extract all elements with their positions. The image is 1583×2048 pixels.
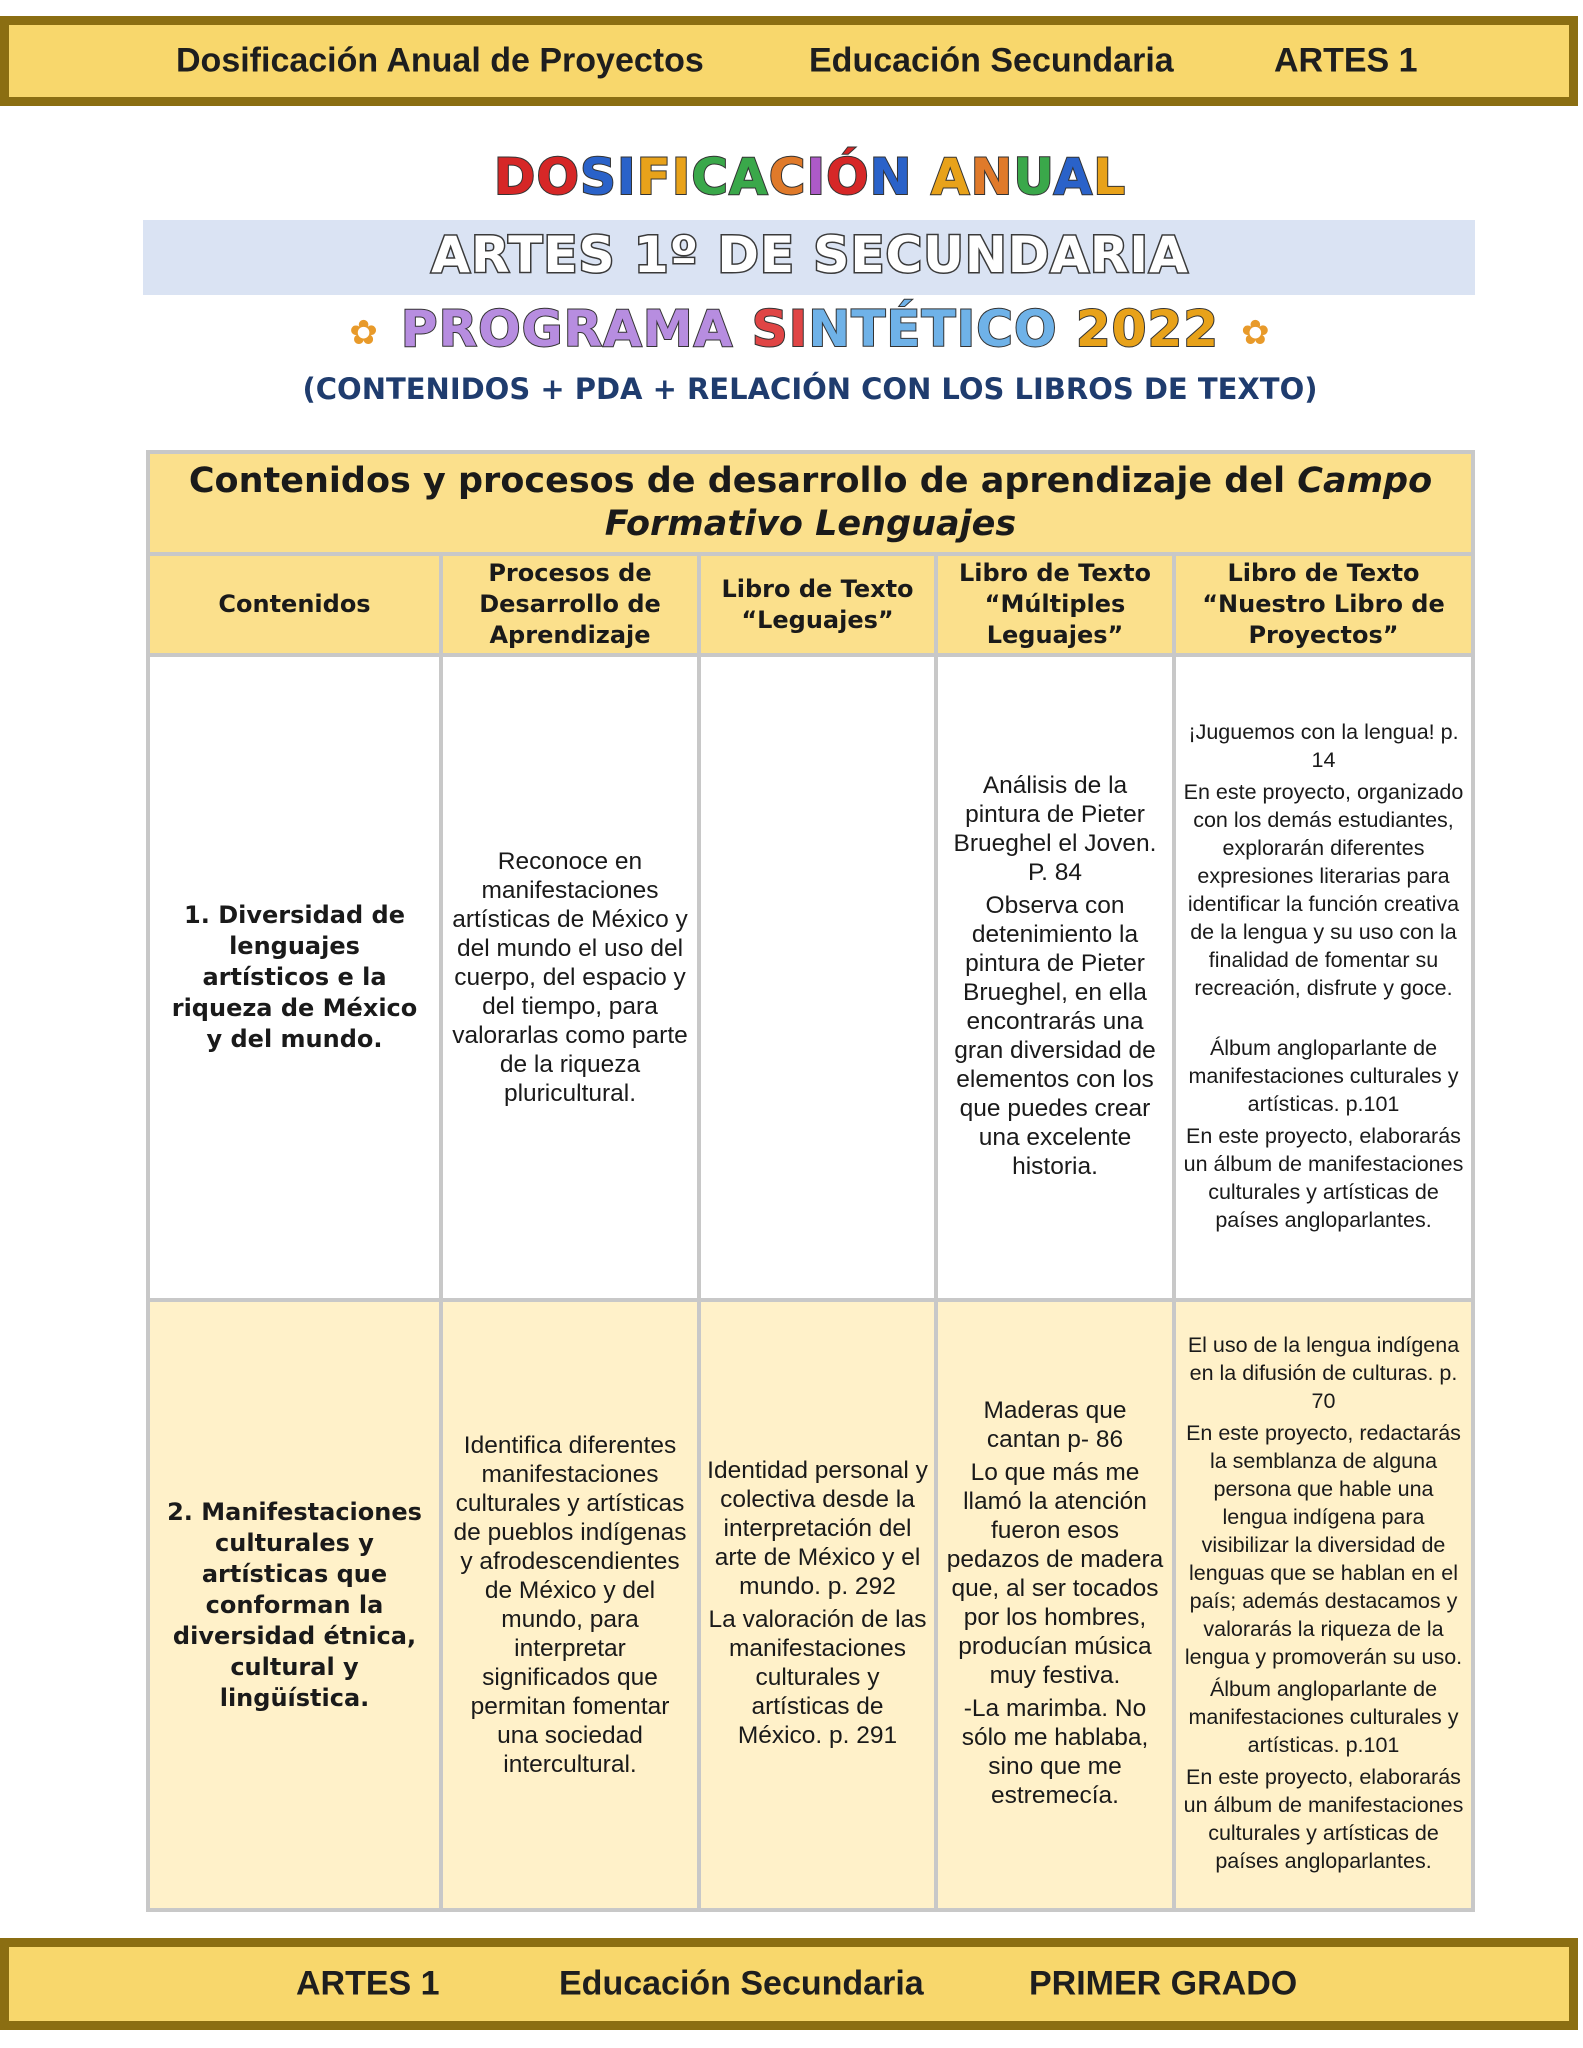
program-title <box>0 300 1583 358</box>
table-title-italic: Campo Formativo Lenguajes <box>604 461 1433 544</box>
table-title <box>148 452 1473 554</box>
header-band <box>0 16 1578 106</box>
program-title-text: PROGRAMA SINTÉTICO 2022 <box>400 300 1220 358</box>
main-title-word-1: DOSIFICACIÓN <box>493 148 913 206</box>
column-header-leguajes: Libro de Texto “Leguajes” <box>699 554 936 655</box>
cell-paragraph: Identidad personal y colectiva desde la interpretación del arte de México y el mundo. p. 292 <box>707 1457 928 1600</box>
subtitle: (CONTENIDOS + PDA + RELACIÓN CON LOS LIBROS DE TEXTO) <box>302 372 1318 406</box>
cell-paragraph: Álbum angloparlante de manifestaciones culturales y artísticas. p.101 <box>1188 1677 1459 1757</box>
cell-paragraph: ¡Juguemos con la lengua! p. 14 <box>1188 719 1459 772</box>
leguajes-cell <box>699 1300 936 1910</box>
header-right-text: ARTES 1 <box>1274 41 1418 80</box>
cell-paragraph: Lo que más me llamó la atención fueron esos pedazos de madera que, al ser tocados por los hombres, producían música muy festiva. <box>946 1459 1164 1689</box>
cell-paragraph: Álbum angloparlante de manifestaciones culturales y artísticas. p.101 <box>1188 1035 1459 1116</box>
flower-icon: ✿ <box>349 312 379 353</box>
cell-paragraph: En este proyecto, elaborarás un álbum de manifestaciones culturales y artísticas de países angloparlantes. <box>1183 1765 1464 1873</box>
table-row <box>148 655 1473 1300</box>
pda-cell: Reconoce en manifestaciones artísticas de México y del mundo el uso del cuerpo, del espacio y del tiempo, para valorarlas como parte de la riqueza pluricultural. <box>441 655 699 1300</box>
contenido-cell: 2. Manifestaciones culturales y artísticas que conforman la diversidad étnica, cultural y lingüística. <box>148 1300 441 1910</box>
header-left-text: Dosificación Anual de Proyectos <box>176 41 704 80</box>
column-header-pda: Procesos de Desarrollo de Aprendizaje <box>441 554 699 655</box>
multiples-cell <box>936 655 1174 1300</box>
footer-center-text: Educación Secundaria <box>559 1964 924 2003</box>
table-title-plain: Contenidos y procesos de desarrollo de aprendizaje del <box>188 461 1298 501</box>
flower-icon: ✿ <box>1241 312 1271 353</box>
column-header-proyectos: Libro de Texto “Nuestro Libro de Proyectos” <box>1174 554 1473 655</box>
footer-left-text: ARTES 1 <box>296 1964 440 2003</box>
proyectos-cell <box>1174 1300 1473 1910</box>
leguajes-cell <box>699 655 936 1300</box>
content-table <box>146 450 1475 1912</box>
multiples-cell <box>936 1300 1174 1910</box>
cell-paragraph: El uso de la lengua indígena en la difusión de culturas. p. 70 <box>1187 1333 1460 1413</box>
cell-paragraph: En este proyecto, organizado con los demás estudiantes, explorarán diferentes expresiones literarias para identificar la función creativa de la lengua y su uso con la finalidad de fomentar su recreación, disfrute y goce. <box>1183 779 1464 1000</box>
pda-cell: Identifica diferentes manifestaciones culturales y artísticas de pueblos indígenas y afrodescendientes de México y del mundo, para interpretar significados que permitan fomentar una sociedad intercultural. <box>441 1300 699 1910</box>
cell-paragraph: -La marimba. No sólo me hablaba, sino que me estremecía. <box>961 1695 1149 1809</box>
cell-paragraph: La valoración de las manifestaciones culturales y artísticas de México. p. 291 <box>708 1606 927 1749</box>
cell-paragraph: Maderas que cantan p- 86 <box>983 1397 1127 1453</box>
cell-paragraph: Observa con detenimiento la pintura de Pieter Brueghel, en ella encontrarás una gran diversidad de elementos con los que puedes crear una excelente historia. <box>954 891 1156 1180</box>
cell-paragraph: En este proyecto, elaborarás un álbum de manifestaciones culturales y artísticas de países angloparlantes. <box>1183 1123 1464 1232</box>
cell-paragraph: En este proyecto, redactarás la semblanza de alguna persona que hable una lengua indígena para visibilizar la diversidad de lenguas que se hablan en el país; además destacamos y valorarás la riqueza de la lengua y promoverán su uso. <box>1184 1421 1463 1669</box>
contenido-cell: 1. Diversidad de lenguajes artísticos e la riqueza de México y del mundo. <box>148 655 441 1300</box>
footer-band <box>0 1938 1578 2030</box>
header-center-text: Educación Secundaria <box>809 41 1174 80</box>
cell-paragraph <box>1182 1006 1465 1030</box>
main-title-word-2: ANUAL <box>930 148 1127 206</box>
grade-title: ARTES 1º DE SECUNDARIA <box>431 226 1189 284</box>
column-header-contenidos: Contenidos <box>148 554 441 655</box>
proyectos-cell <box>1174 655 1473 1300</box>
main-title <box>0 148 1583 206</box>
footer-right-text: PRIMER GRADO <box>1029 1964 1298 2003</box>
column-header-multiples: Libro de Texto “Múltiples Leguajes” <box>936 554 1174 655</box>
table-row <box>148 1300 1473 1910</box>
cell-paragraph: Análisis de la pintura de Pieter Brueghel el Joven. P. 84 <box>953 771 1157 886</box>
